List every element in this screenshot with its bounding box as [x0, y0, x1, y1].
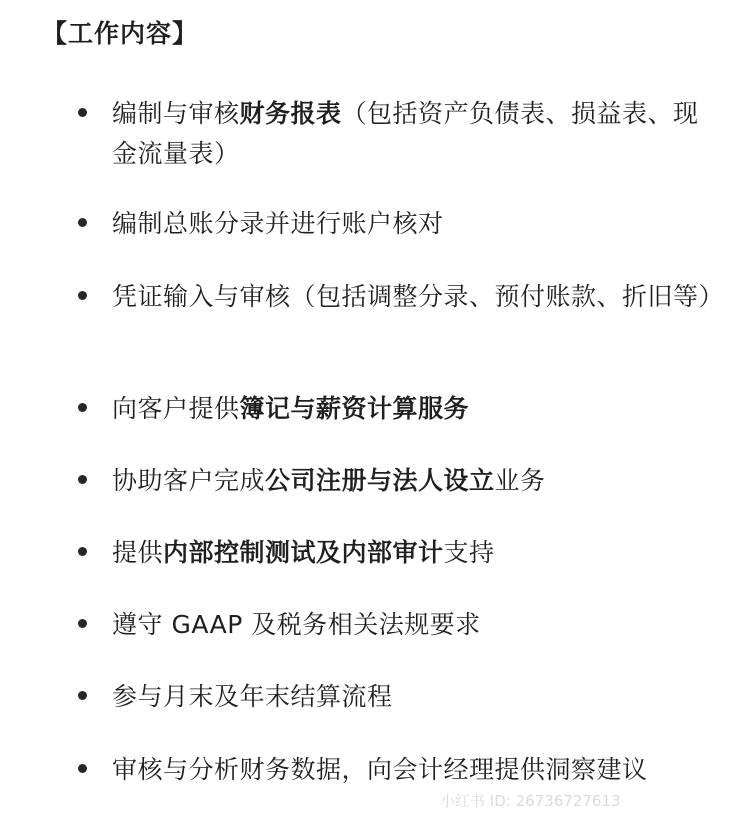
list-item-text: 编制与审核财务报表（包括资产负债表、损益表、现金流量表）: [112, 99, 699, 168]
list-item-text: 编制总账分录并进行账户核对: [112, 209, 444, 238]
list-item-text: 凭证输入与审核（包括调整分录、预付账款、折旧等）: [112, 282, 725, 311]
section-heading: 【工作内容】: [42, 19, 199, 48]
bullet-icon: [78, 218, 87, 227]
bullet-icon: [78, 475, 87, 484]
list-item-text: 向客户提供簿记与薪资计算服务: [112, 394, 470, 423]
watermark: 小红书 ID: 26736727613: [440, 792, 621, 810]
list-item-text: 提供内部控制测试及内部审计支持: [112, 538, 495, 567]
bullet-icon: [78, 108, 87, 117]
bullet-icon: [78, 691, 87, 700]
bullet-icon: [78, 291, 87, 300]
list-item-text: 协助客户完成公司注册与法人设立业务: [112, 466, 546, 495]
list-item-text: 审核与分析财务数据，向会计经理提供洞察建议: [112, 755, 648, 784]
list-item-text: 参与月末及年末结算流程: [112, 682, 393, 711]
list-item-text: 遵守 GAAP 及税务相关法规要求: [112, 610, 481, 639]
bullet-icon: [78, 619, 87, 628]
bullet-icon: [78, 547, 87, 556]
bullet-icon: [78, 403, 87, 412]
bullet-icon: [78, 764, 87, 773]
